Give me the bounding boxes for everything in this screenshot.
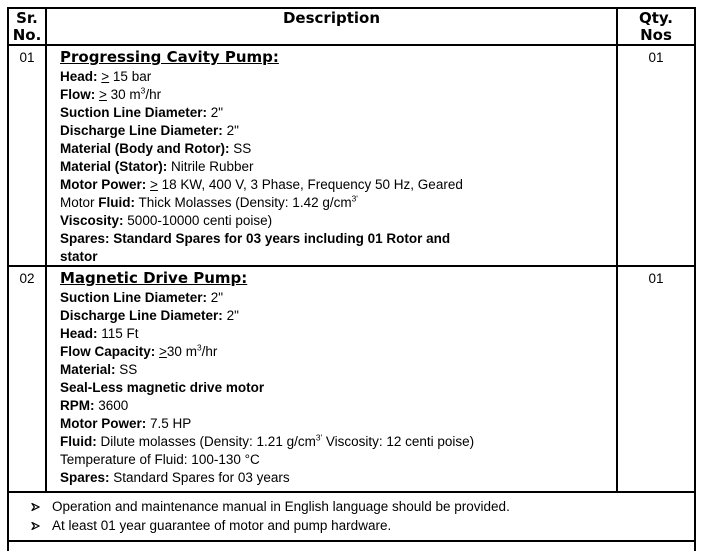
spec-line [60,230,608,248]
text-segment: > [159,344,167,359]
qty-cell: 01 [648,50,664,65]
spec-line [60,289,608,307]
text-segment: 7.5 HP [146,416,192,431]
text-segment: Nitrile Rubber [167,159,254,174]
text-segment: Material (Stator): [60,159,168,174]
items-container [9,46,694,493]
spec-line [60,140,608,158]
header-description-label: Description [282,9,381,27]
spec-line [60,469,608,487]
text-segment: 30 m [106,87,141,102]
note-text: At least 01 year guarantee of motor and pump hardware. [52,518,392,533]
spec-row [9,267,694,493]
spec-line [60,122,608,140]
spec-line [60,451,608,469]
text-segment: Head: [60,69,98,84]
text-segment: SS [229,141,252,156]
description-cell [47,46,618,265]
text-segment: > [99,87,107,102]
header-qty-line1: Qty. [638,9,674,27]
text-segment: Thick Molasses (Density: 1.42 g/cm [135,195,352,210]
text-segment: Seal-Less magnetic drive motor [60,380,265,395]
spec-row [9,46,694,267]
spec-line [60,415,608,433]
text-segment: 2" [222,308,239,323]
spec-line [60,397,608,415]
text-segment: Fluid: [98,195,136,210]
text-segment: 15 bar [109,69,152,84]
header-sr-no-line1: Sr. [16,9,38,27]
text-segment: 2" [207,290,224,305]
text-segment: Suction Line Diameter: [60,105,208,120]
text-segment: 3 [196,343,202,353]
text-segment: Viscosity: [60,213,124,228]
text-segment: Discharge Line Diameter: [60,123,223,138]
header-qty [618,9,694,44]
spec-line [60,194,608,212]
text-segment: Standard Spares for 03 years [109,470,290,485]
spec-line [60,343,608,361]
sr-no-cell: 02 [9,267,47,491]
text-segment: Motor Power: [60,177,147,192]
spec-line [60,212,608,230]
spec-line [60,325,608,343]
text-segment: Head: [60,326,98,341]
text-segment: Spares: [60,470,110,485]
text-segment: 5000-10000 centi poise) [123,213,273,228]
header-qty-line2: Nos [640,26,672,44]
text-segment: Spares: Standard Spares for 03 years including 01 Rotor and [60,231,451,246]
text-segment: Fluid: [60,434,97,449]
spec-line [60,176,608,194]
text-segment: Temperature of Fluid: 100-130 °C [60,452,260,467]
text-segment: Viscosity: 12 centi poise) [322,434,475,449]
spec-line [60,158,608,176]
spec-line [60,104,608,122]
spec-line [60,86,608,104]
text-segment: 18 KW, 400 V, 3 Phase, Frequency 50 Hz, Geared [157,177,463,192]
text-segment: RPM: [60,398,95,413]
text-segment: Material (Body and Rotor): [60,141,230,156]
item-title: Progressing Cavity Pump: [60,48,279,66]
header-description [47,9,618,44]
empty-row [9,542,694,551]
text-segment: 2" [207,105,224,120]
spec-line [60,248,608,266]
arrow-bullet-icon [31,521,41,531]
text-segment: Material: [60,362,116,377]
text-segment: Dilute molasses (Density: 1.21 g/cm [96,434,316,449]
description-cell [47,267,618,491]
item-title: Magnetic Drive Pump: [60,269,248,287]
text-segment: /hr [145,87,162,102]
note-text: Operation and maintenance manual in English language should be provided. [52,499,510,514]
text-segment: 2" [222,123,239,138]
qty-cell: 01 [648,271,664,286]
text-segment: stator [60,249,98,264]
text-segment: 3' [351,194,358,204]
arrow-bullet-icon [31,502,41,512]
text-segment: Discharge Line Diameter: [60,308,223,323]
spec-line [60,68,608,86]
header-sr-no [9,9,47,44]
text-segment: > [150,177,158,192]
note-item [9,516,694,535]
text-segment: Motor Power: [60,416,147,431]
text-segment: Flow: [60,87,96,102]
note-item [9,497,694,516]
text-segment: 3 [140,86,146,96]
spec-line [60,433,608,451]
spec-line [60,307,608,325]
text-segment: Flow Capacity: [60,344,156,359]
spec-line [60,361,608,379]
text-segment: /hr [201,344,218,359]
text-segment: > [101,69,110,84]
header-sr-no-line2: No. [12,26,42,44]
text-segment: Motor [60,195,99,210]
text-segment: 30 m [166,344,197,359]
spec-line [60,379,608,397]
text-segment: 3600 [94,398,129,413]
text-segment: 3' [315,433,323,443]
text-segment: SS [115,362,138,377]
sr-no-cell: 01 [9,46,47,265]
table-header-row [9,9,694,46]
text-segment: Suction Line Diameter: [60,290,208,305]
notes-row [9,493,694,542]
spec-table [7,7,696,551]
text-segment: 115 Ft [97,326,139,341]
